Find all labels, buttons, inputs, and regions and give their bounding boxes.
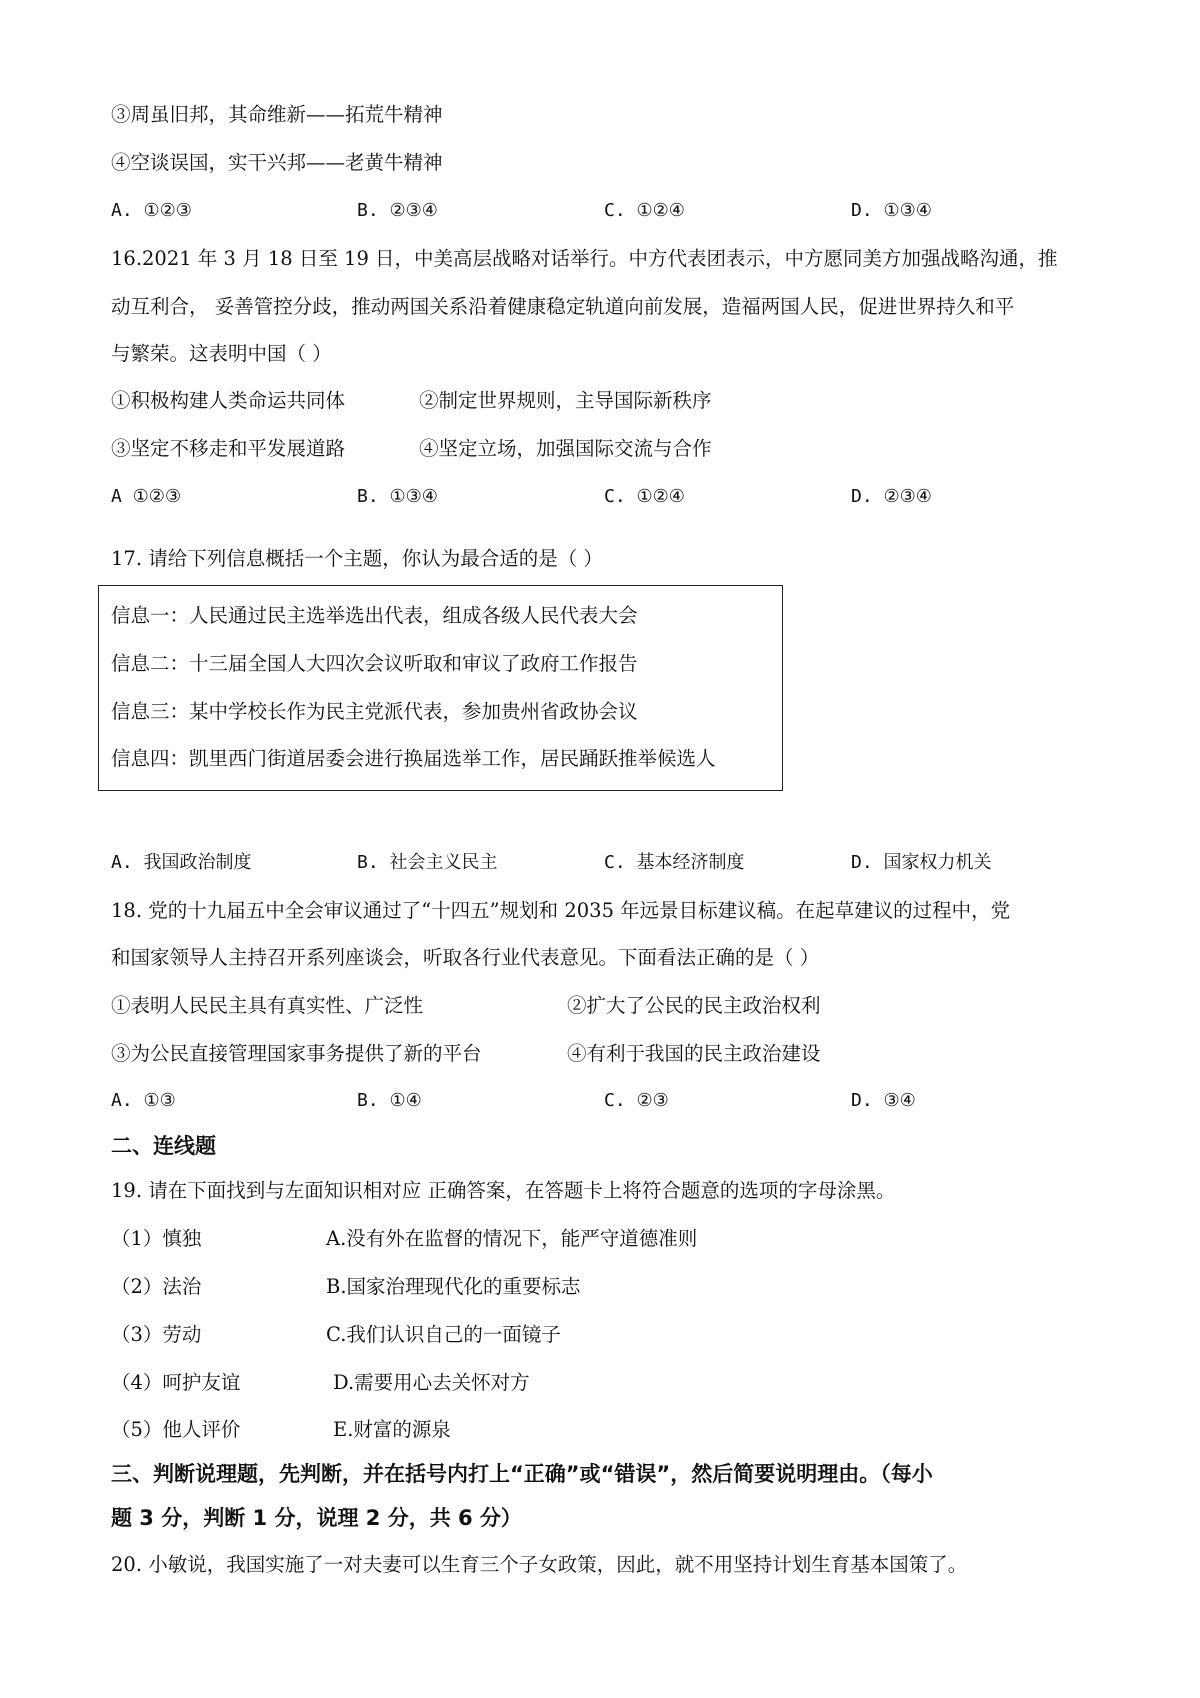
q18-item-1: ①表明人民民主具有真实性、广泛性 <box>111 994 424 1017</box>
q19-left-1: （1）慎独 <box>111 1227 202 1250</box>
q19-stem: 19. 请在下面找到与左面知识相对应 正确答案，在答题卡上将符合题意的选项的字母涂黑。 <box>111 1179 896 1202</box>
q16-option-b: B. ①③④ <box>357 486 438 507</box>
q19-right-c: C.我们认识自己的一面镜子 <box>326 1323 561 1346</box>
q15-option-d: D. ①③④ <box>851 200 932 221</box>
q16-item-3: ③坚定不移走和平发展道路 <box>111 437 346 460</box>
q16-stem-line3: 与繁荣。这表明中国（ ） <box>111 342 332 365</box>
q19-right-b: B.国家治理现代化的重要标志 <box>326 1275 581 1298</box>
q18-stem-line1: 18. 党的十九届五中全会审议通过了“十四五”规划和 2035 年远景目标建议稿。在起草建议的过程中，党 <box>111 899 1011 922</box>
q17-option-b: B. 社会主义民主 <box>357 852 498 873</box>
q16-option-c: C. ①②④ <box>604 486 685 507</box>
q16-item-4: ④坚定立场，加强国际交流与合作 <box>419 437 712 460</box>
q17-info-4: 信息四：凯里西门街道居委会进行换届选举工作，居民踊跃推举候选人 <box>111 747 716 770</box>
q16-item-2: ②制定世界规则，主导国际新秩序 <box>419 389 712 412</box>
q15-option-c: C. ①②④ <box>604 200 685 221</box>
q19-left-2: （2）法治 <box>111 1275 202 1298</box>
q17-stem: 17. 请给下列信息概括一个主题，你认为最合适的是（ ） <box>111 547 603 570</box>
q15-option-a: A. ①②③ <box>111 200 192 221</box>
q17-info-3: 信息三：某中学校长作为民主党派代表，参加贵州省政协会议 <box>111 700 638 723</box>
q18-option-b: B. ①④ <box>357 1090 422 1111</box>
q17-info-2: 信息二：十三届全国人大四次会议听取和审议了政府工作报告 <box>111 652 638 675</box>
q18-option-d: D. ③④ <box>851 1090 916 1111</box>
q16-stem-line1: 16.2021 年 3 月 18 日至 19 日，中美高层战略对话举行。中方代表团表示，中方愿同美方加强战略沟通，推 <box>111 247 1058 270</box>
q19-right-e: E.财富的源泉 <box>333 1418 451 1441</box>
q15-item-3: ③周虽旧邦，其命维新——拓荒牛精神 <box>111 103 443 126</box>
q18-item-3: ③为公民直接管理国家事务提供了新的平台 <box>111 1042 482 1065</box>
q16-stem-line2: 动互利合， 妥善管控分歧，推动两国关系沿着健康稳定轨道向前发展，造福两国人民，促进世界持久和平 <box>111 295 1015 318</box>
section-2-title: 二、连线题 <box>111 1134 216 1158</box>
q17-info-1: 信息一：人民通过民主选举选出代表，组成各级人民代表大会 <box>111 604 638 627</box>
q19-left-5: （5）他人评价 <box>111 1418 241 1441</box>
q19-left-3: （3）劳动 <box>111 1323 202 1346</box>
q15-option-b: B. ②③④ <box>357 200 438 221</box>
q18-option-a: A. ①③ <box>111 1090 176 1111</box>
q19-right-a: A.没有外在监督的情况下，能严守道德准则 <box>326 1227 698 1250</box>
q18-item-2: ②扩大了公民的民主政治权利 <box>567 994 821 1017</box>
section-3-title-line2: 题 3 分，判断 1 分，说理 2 分，共 6 分） <box>111 1506 522 1530</box>
q16-item-1: ①积极构建人类命运共同体 <box>111 389 346 412</box>
q19-left-4: （4）呵护友谊 <box>111 1371 241 1394</box>
q16-option-a: A ①②③ <box>111 486 182 507</box>
q17-option-c: C. 基本经济制度 <box>604 852 745 873</box>
q18-item-4: ④有利于我国的民主政治建设 <box>567 1042 821 1065</box>
q16-option-d: D. ②③④ <box>851 486 932 507</box>
q15-item-4: ④空谈误国，实干兴邦——老黄牛精神 <box>111 151 443 174</box>
q17-option-d: D. 国家权力机关 <box>851 852 992 873</box>
q17-option-a: A. 我国政治制度 <box>111 852 252 873</box>
q18-stem-line2: 和国家领导人主持召开系列座谈会，听取各行业代表意见。下面看法正确的是（ ） <box>111 946 820 969</box>
q18-option-c: C. ②③ <box>604 1090 669 1111</box>
q19-right-d: D.需要用心去关怀对方 <box>333 1371 530 1394</box>
q20-stem: 20. 小敏说，我国实施了一对夫妻可以生育三个子女政策，因此，就不用坚持计划生育基本国策了。 <box>111 1553 968 1576</box>
section-3-title-line1: 三、判断说理题，先判断，并在括号内打上“正确”或“错误”，然后简要说明理由。（每小 <box>111 1462 933 1486</box>
